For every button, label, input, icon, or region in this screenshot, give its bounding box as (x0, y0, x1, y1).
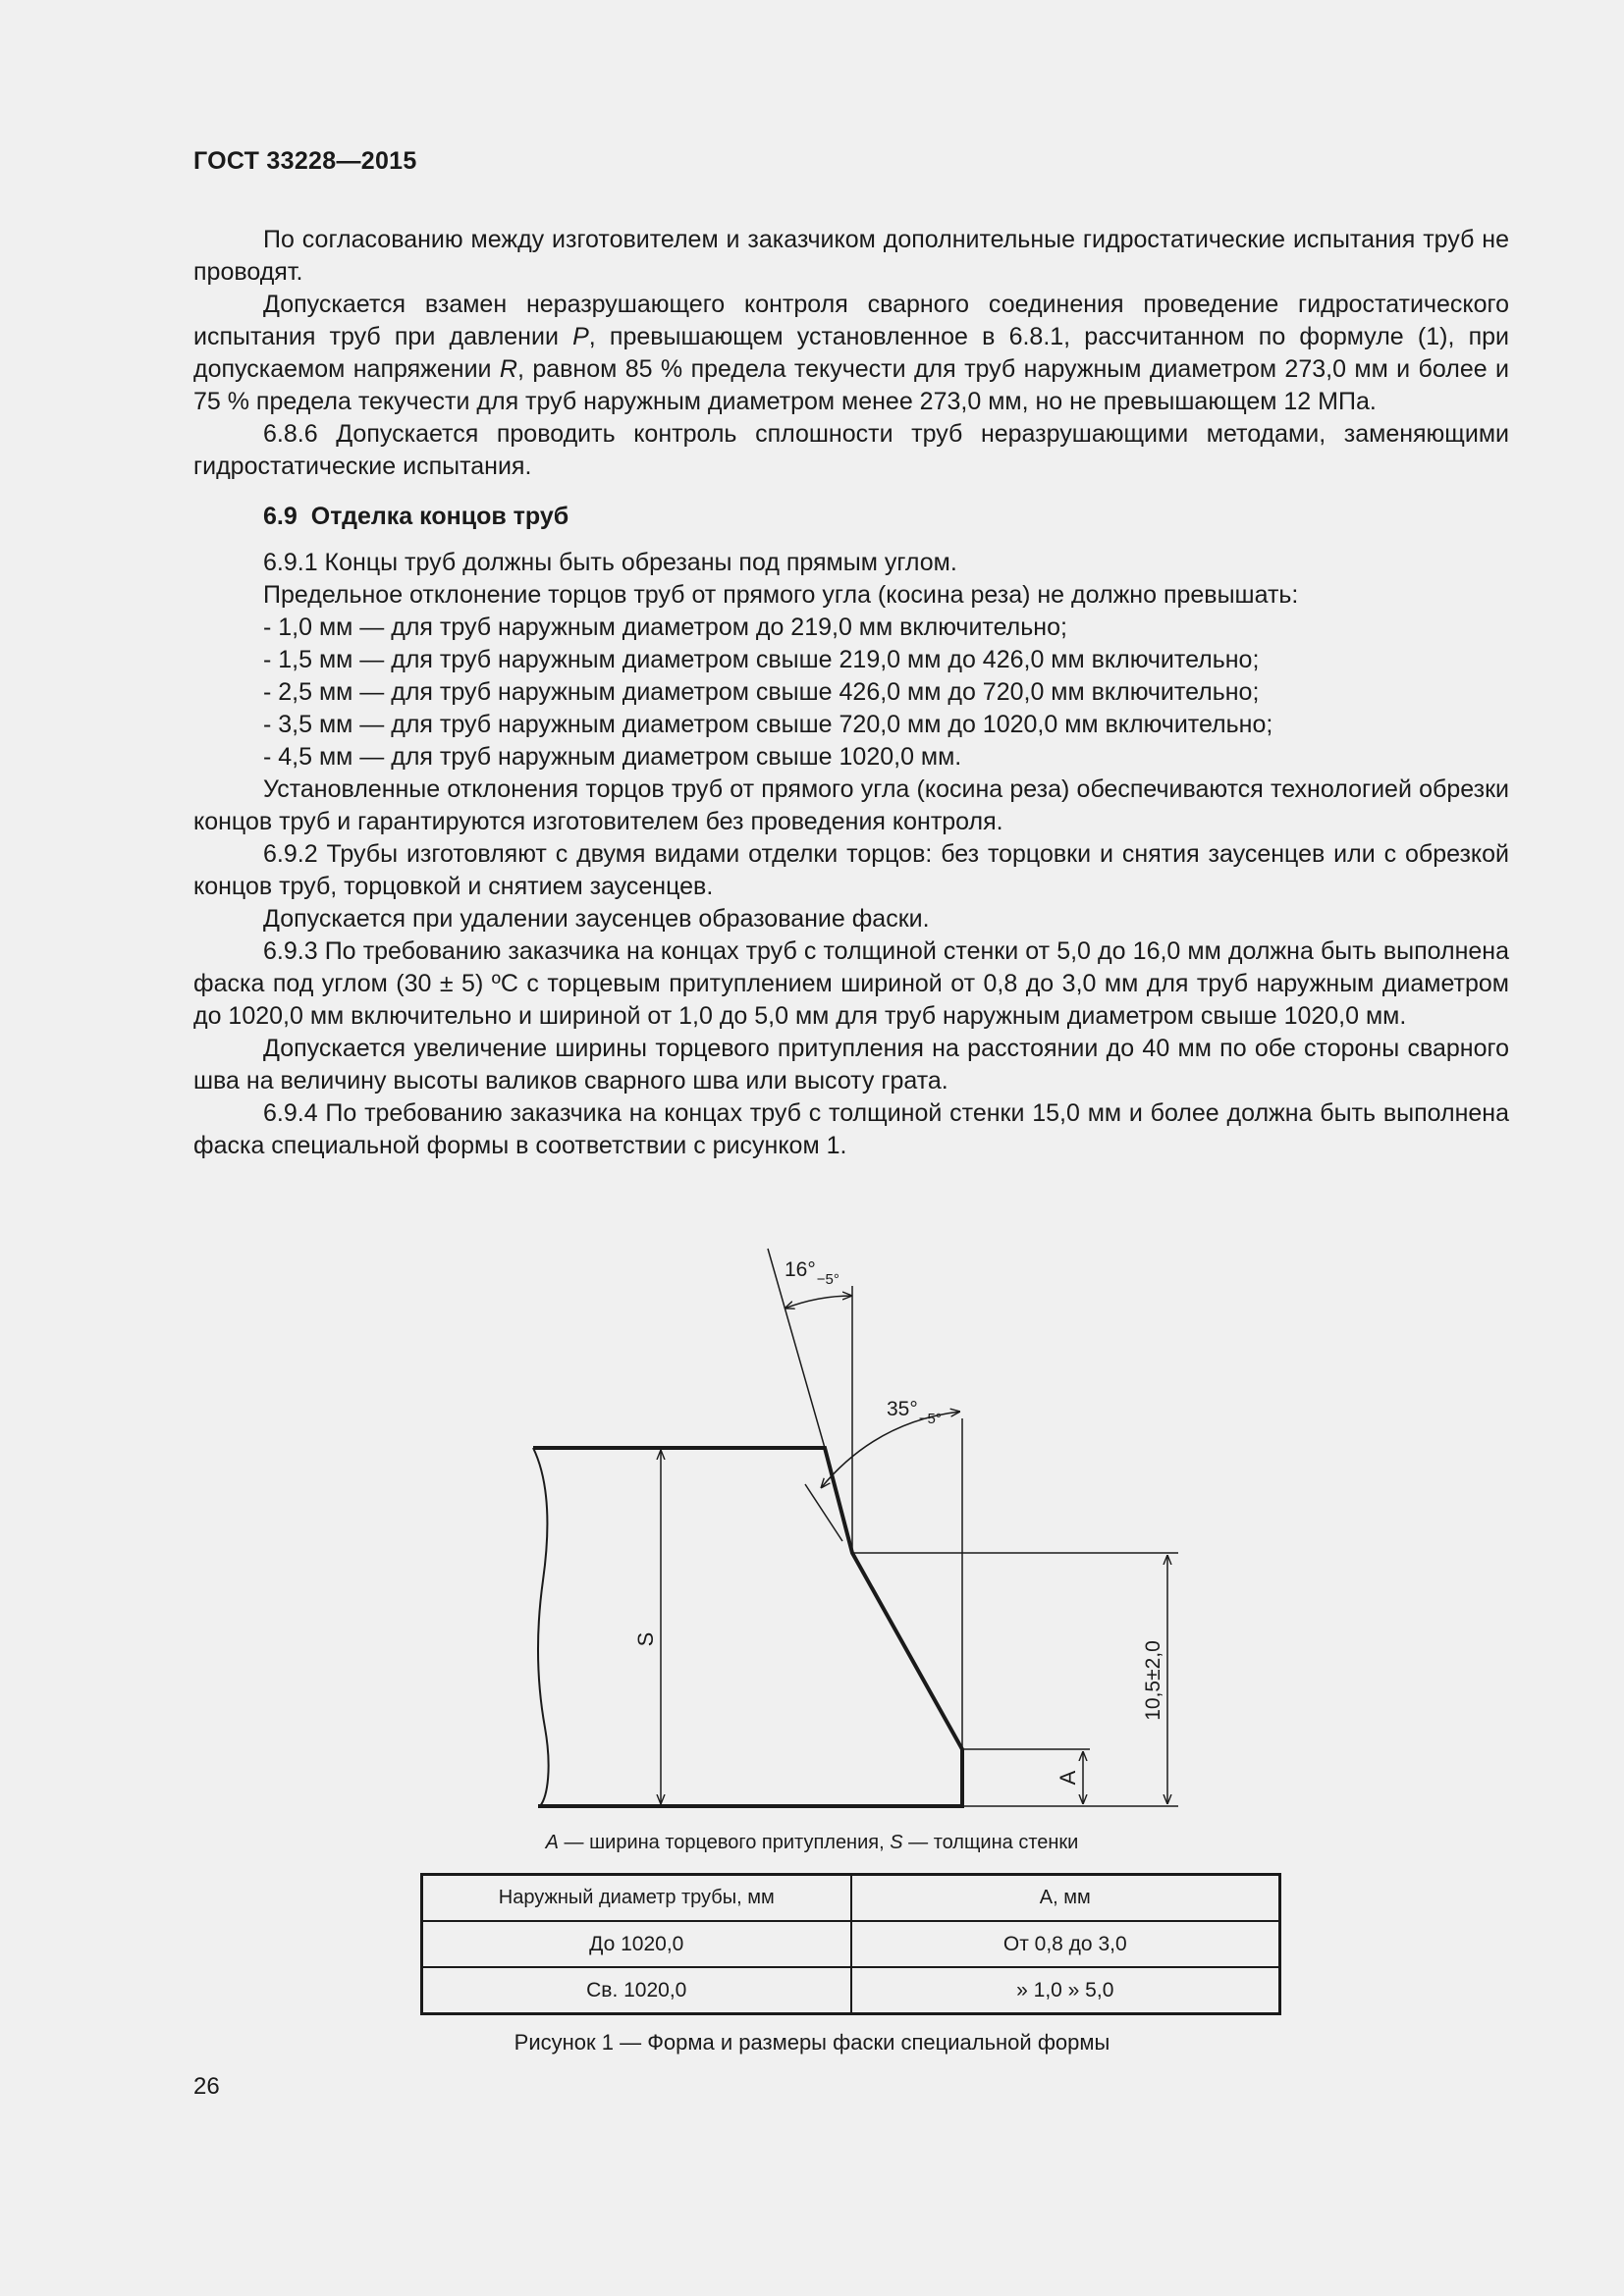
symbol-P: P (572, 323, 589, 350)
body-text (193, 224, 1509, 1162)
dim-A-label: A (1056, 1770, 1080, 1786)
paragraph: Установленные отклонения торцов труб от прямого угла (косина реза) обеспечиваются технологией обрезки концов труб и гарантируются изготовителем без проведения контроля. (193, 775, 1509, 835)
symbol-S: S (890, 1832, 903, 1853)
table-cell: От 0,8 до 3,0 (851, 1921, 1280, 1967)
paragraph: Допускается увеличение ширины торцевого притупления на расстоянии до 40 мм по обе стороны сварного шва на величину высоты валиков сварного шва или высоту грата. (193, 1035, 1509, 1095)
dim-height-label: 10,5±2,0 (1142, 1640, 1164, 1721)
table-header: Наружный диаметр трубы, мм (422, 1875, 851, 1922)
break-line (533, 1448, 549, 1806)
bevel-drawing-svg (511, 1247, 1198, 1826)
table-cell: Св. 1020,0 (422, 1967, 851, 2014)
paragraph: 6.8.6 Допускается проводить контроль сплошности труб неразрушающими методами, заменяющими гидростатические испытания. (193, 420, 1509, 480)
text-span: , превышающем установленное в 6.8.1, рассчитанном по формуле (1), при допускаемом напряжении (193, 323, 1509, 383)
note-text: — ширина торцевого притупления, (558, 1832, 891, 1853)
paragraph: По согласованию между изготовителем и заказчиком дополнительные гидростатические испытания труб не проводят. (193, 226, 1509, 286)
list-item: - 2,5 мм — для труб наружным диаметром свыше 426,0 мм до 720,0 мм включительно; (263, 678, 1260, 706)
angle-35-label: $35^\circ_{-5^\circ}$ (887, 1398, 942, 1427)
list-item: - 1,0 мм — для труб наружным диаметром до 219,0 мм включительно; (263, 614, 1067, 641)
dim-S-label: S (633, 1631, 658, 1647)
figure-note (0, 1832, 1624, 1854)
note-text: — толщина стенки (902, 1832, 1079, 1853)
figure-caption: Рисунок 1 — Форма и размеры фаски специальной формы (514, 2030, 1110, 2055)
table-row (422, 1967, 1280, 2014)
section-title: Отделка концов труб (310, 503, 569, 530)
text-span: Допускается взамен неразрушающего контроля сварного соединения проведение гидростатического испытания труб при давлении (193, 291, 1509, 350)
table-cell: » 1,0 » 5,0 (851, 1967, 1280, 2014)
section-number: 6.9 (263, 503, 298, 530)
list-item: - 4,5 мм — для труб наружным диаметром свыше 1020,0 мм. (263, 743, 962, 771)
pipe-profile (533, 1448, 962, 1806)
symbol-R: R (499, 355, 517, 383)
document-number: ГОСТ 33228—2015 (193, 147, 417, 175)
table-header: А, мм (851, 1875, 1280, 1922)
section-heading (263, 501, 1509, 533)
paragraph: Допускается при удалении заусенцев образование фаски. (263, 905, 930, 933)
paragraph: Предельное отклонение торцов труб от прямого угла (косина реза) не должно превышать: (263, 581, 1299, 609)
bevel-drawing (511, 1247, 1198, 1831)
list-item: - 1,5 мм — для труб наружным диаметром свыше 219,0 мм до 426,0 мм включительно; (263, 646, 1260, 673)
table-row (422, 1921, 1280, 1967)
paragraph: 6.9.2 Трубы изготовляют с двумя видами отделки торцов: без торцовки и снятия заусенцев или с обрезкой концов труб, торцовкой и снятием заусенцев. (193, 840, 1509, 900)
paragraph (193, 289, 1509, 418)
angle-arc-16 (785, 1296, 852, 1308)
paragraph: 6.9.4 По требованию заказчика на концах труб с толщиной стенки 15,0 мм и более должна быть выполнена фаска специальной формы в соответствии с рисунком 1. (193, 1099, 1509, 1159)
symbol-A: A (545, 1832, 559, 1853)
angle-16-label: $16^\circ_{-5^\circ}$ (785, 1258, 839, 1288)
table-cell: До 1020,0 (422, 1921, 851, 1967)
paragraph: 6.9.3 По требованию заказчика на концах труб с толщиной стенки от 5,0 до 16,0 мм должна быть выполнена фаска под углом (30 ± 5) ºС с торцевым притуплением шириной от 0,8 до 3,0 мм для труб наружным диаметром до 1020,0 мм включительно и шириной от 1,0 до 5,0 мм для труб наружным диаметром свыше 1020,0 мм. (193, 937, 1509, 1030)
paragraph: 6.9.1 Концы труб должны быть обрезаны под прямым углом. (263, 549, 957, 576)
table-header-row (422, 1875, 1280, 1922)
list-item: - 3,5 мм — для труб наружным диаметром свыше 720,0 мм до 1020,0 мм включительно; (263, 711, 1273, 738)
text-span: , равном 85 % предела текучести для труб наружным диаметром 273,0 мм и более и 75 % предела текучести для труб наружным диаметром менее 273,0 мм, но не превышающем 12 МПа. (193, 355, 1509, 415)
page-number: 26 (193, 2073, 220, 2100)
dimension-table (420, 1873, 1281, 2015)
